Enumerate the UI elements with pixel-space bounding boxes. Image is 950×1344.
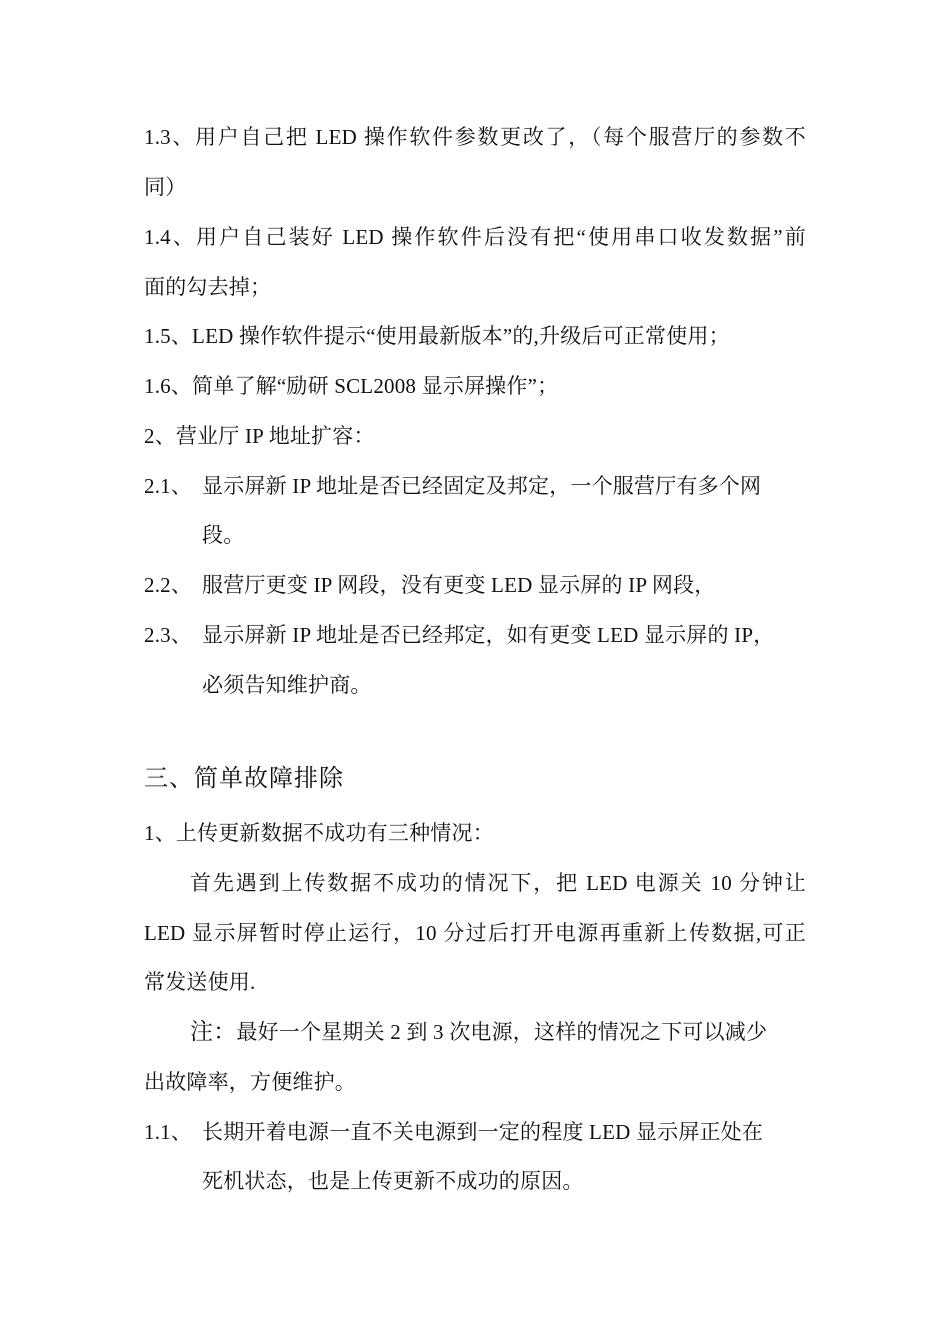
paragraph-first-line1: 首先遇到上传数据不成功的情况下，把 LED 电源关 10 分钟让 — [190, 871, 806, 895]
note-line2: 出故障率，方便维护。 — [144, 1070, 356, 1094]
item-2-2-text: 服营厅更变 IP 网段，没有更变 LED 显示屏的 IP 网段， — [202, 573, 716, 597]
item-2-1-line2: 段。 — [202, 523, 245, 547]
section-3-heading: 三、简单故障排除 — [144, 766, 344, 792]
paragraph-1-5: 1.5、LED 操作软件提示“使用最新版本”的,升级后可正常使用； — [144, 324, 730, 348]
item-2-1-text: 显示屏新 IP 地址是否已经固定及邦定，一个服营厅有多个网 — [202, 474, 762, 498]
paragraph-1-3-line1: 1.3、用户自己把 LED 操作软件参数更改了，（每个服营厅的参数不 — [144, 125, 806, 149]
note-line1 — [190, 1017, 767, 1047]
paragraph-1-4-line2: 面的勾去掉； — [144, 275, 272, 299]
item-2-1-number: 2.1、 — [144, 474, 193, 498]
note-text: 最好一个星期关 2 到 3 次电源，这样的情况之下可以减少 — [236, 1020, 768, 1044]
item-2-2 — [144, 570, 716, 600]
item-2-1-line1 — [144, 471, 761, 501]
item-2-3-line1 — [144, 620, 774, 650]
note-label: 注： — [190, 1019, 237, 1044]
item-2-2-number: 2.2、 — [144, 573, 193, 597]
item-1-1-line1 — [144, 1117, 763, 1147]
paragraph-first-line2: LED 显示屏暂时停止运行，10 分过后打开电源再重新上传数据,可正 — [144, 921, 806, 945]
item-1-1-number: 1.1、 — [144, 1120, 193, 1144]
paragraph-1-6: 1.6、简单了解“励研 SCL2008 显示屏操作”； — [144, 374, 559, 398]
subsection-1-title: 1、上传更新数据不成功有三种情况： — [144, 821, 494, 845]
paragraph-1-3-line2: 同） — [144, 175, 187, 199]
item-2-3-line2: 必须告知维护商。 — [202, 673, 372, 697]
item-1-1-text: 长期开着电源一直不关电源到一定的程度 LED 显示屏正处在 — [202, 1120, 764, 1144]
item-2-3-number: 2.3、 — [144, 623, 193, 647]
item-1-1-line2: 死机状态，也是上传更新不成功的原因。 — [202, 1169, 584, 1193]
section-2-title: 2、营业厅 IP 地址扩容： — [144, 424, 375, 448]
paragraph-1-4-line1: 1.4、用户自己装好 LED 操作软件后没有把“使用串口收发数据”前 — [144, 225, 806, 249]
item-2-3-text: 显示屏新 IP 地址是否已经邦定，如有更变 LED 显示屏的 IP， — [202, 623, 775, 647]
paragraph-first-line3: 常发送使用. — [144, 970, 256, 994]
